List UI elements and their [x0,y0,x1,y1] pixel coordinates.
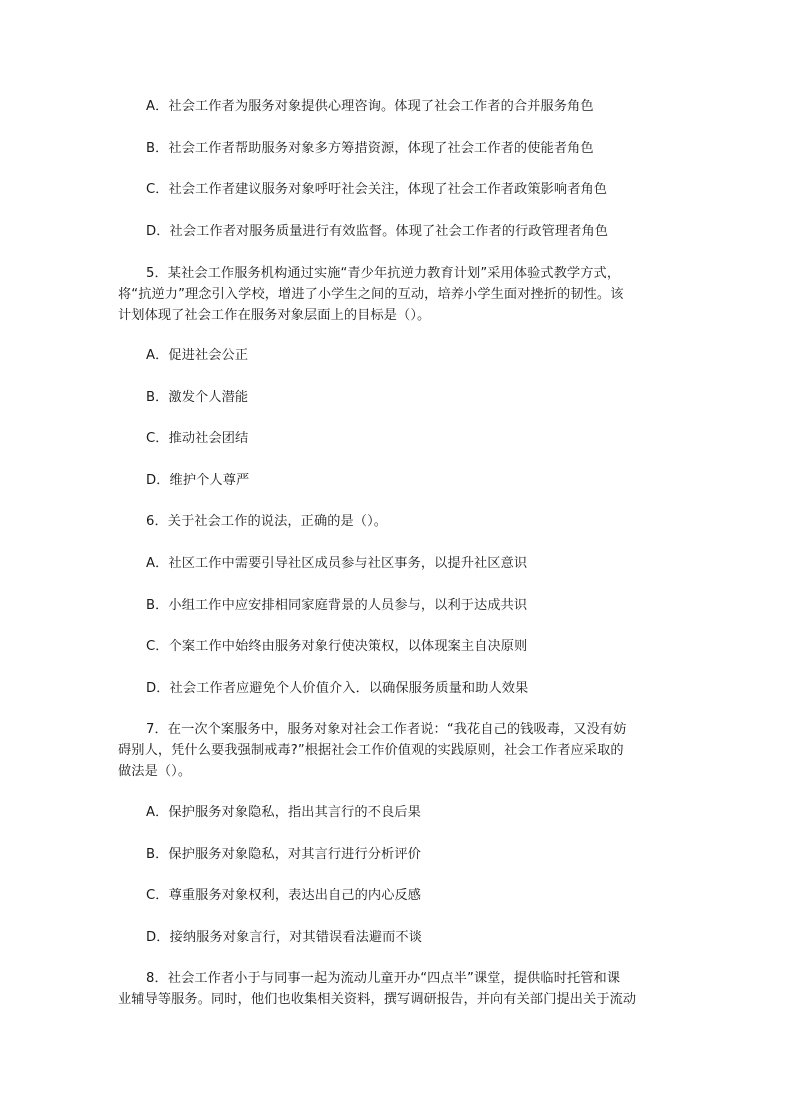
q7-option-a: A．保护服务对象隐私，指出其言行的不良后果 [146,805,421,820]
q8-stem-line-1: 8．社会工作者小于与同事一起为流动儿童开办“四点半”课堂，提供临时托管和课 [146,971,621,986]
q7-stem-line-2: 碍别人，凭什么要我强制戒毒?”根据社会工作价值观的实践原则，社会工作者应采取的 [118,743,624,758]
q4-option-d: D．社会工作者对服务质量进行有效监督。体现了社会工作者的行政管理者角色 [146,224,609,239]
q7-option-d: D．接纳服务对象言行，对其错误看法避而不谈 [146,930,423,945]
q5-option-a: A．促进社会公正 [146,348,249,363]
q5-option-b: B．激发个人潜能 [146,390,249,405]
q7-stem-line-3: 做法是（）。 [118,764,192,779]
q7-option-c: C．尊重服务对象权利，表达出自己的内心反感 [146,888,422,903]
q6-option-a: A．社区工作中需要引导社区成员参与社区事务，以提升社区意识 [146,556,528,571]
q5-stem-line-2: 将“抗逆力”理念引入学校，增进了小学生之间的互动，培养小学生面对挫折的韧性。该 [118,287,624,302]
q4-option-b: B．社会工作者帮助服务对象多方筹措资源，体现了社会工作者的使能者角色 [146,141,594,156]
q5-option-d: D．维护个人尊严 [146,473,250,488]
q7-option-b: B．保护服务对象隐私，对其言行进行分析评价 [146,847,421,862]
q8-stem-line-2: 业辅导等服务。同时，他们也收集相关资料，撰写调研报告，并向有关部门提出关于流动 [118,992,637,1007]
q7-stem-line-1: 7．在一次个案服务中，服务对象对社会工作者说：“我花自己的钱吸毒，又没有妨 [146,722,627,737]
q6-option-d: D．社会工作者应避免个人价值介入．以确保服务质量和助人效果 [146,681,529,696]
q4-option-c: C．社会工作者建议服务对象呼吁社会关注，体现了社会工作者政策影响者角色 [146,182,608,197]
q5-option-c: C．推动社会团结 [146,431,249,446]
q6-option-b: B．小组工作中应安排相同家庭背景的人员参与，以利于达成共识 [146,598,528,613]
q5-stem-line-3: 计划体现了社会工作在服务对象层面上的目标是（）。 [118,308,431,323]
q6-stem-line-1: 6．关于社会工作的说法，正确的是（）。 [146,514,388,529]
q5-stem-line-1: 5．某社会工作服务机构通过实施“青少年抗逆力教育计划”采用体验式教学方式， [146,266,621,281]
q6-option-c: C．个案工作中始终由服务对象行使决策权，以体现案主自决原则 [146,639,528,654]
q4-option-a: A．社会工作者为服务对象提供心理咨询。体现了社会工作者的合并服务角色 [146,99,594,114]
